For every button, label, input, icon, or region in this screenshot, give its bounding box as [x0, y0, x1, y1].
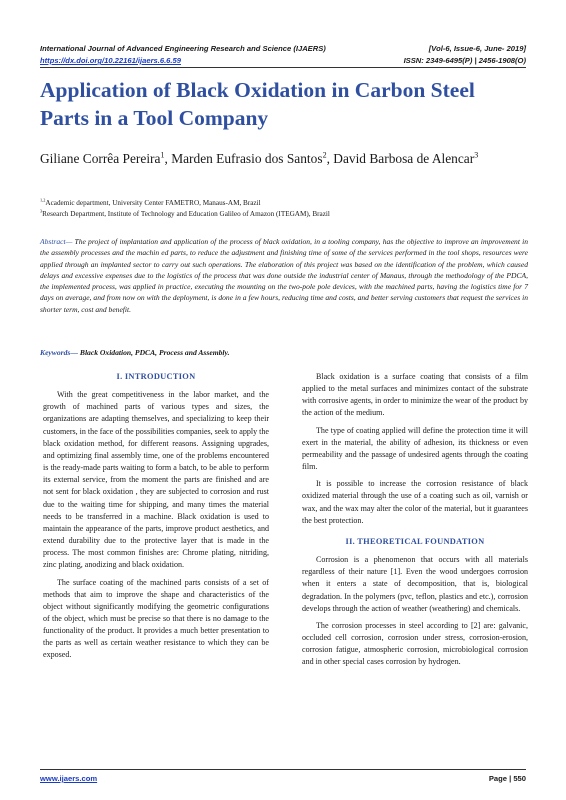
paragraph: It is possible to increase the corrosion resistance of black oxidized material through the use of a coating such as oil, varnish or wax, and the wax may alter the color of the material, but it guarantees the best protection.	[302, 479, 528, 525]
author-name: Marden Eufrasio dos Santos	[171, 151, 323, 166]
affiliation	[40, 210, 330, 218]
author-affil-sup: 2	[322, 150, 327, 160]
doi-link[interactable]: https://dx.doi.org/10.22161/ijaers.6.6.59	[40, 56, 181, 65]
affiliation-sup: 1,2	[40, 197, 46, 203]
author-separator: ,	[326, 151, 334, 166]
left-column	[43, 371, 269, 667]
paragraph: The type of coating applied will define the protection time it will exert in the material, the ability of adhesion, its thickness or even permeability and the passage of undesired agents through the coating film.	[302, 425, 528, 472]
journal-site-link[interactable]: www.ijaers.com	[40, 774, 98, 783]
issn: ISSN: 2349-6495(P) | 2456-1908(O)	[403, 56, 526, 65]
author-list	[40, 149, 530, 168]
keywords-dash: —	[70, 348, 80, 357]
section-heading: II. THEORETICAL FOUNDATION	[345, 536, 485, 546]
paper-title: Application of Black Oxidation in Carbon Steel Parts in a Tool Company	[40, 78, 475, 130]
keywords-label: Keywords	[40, 348, 71, 357]
affiliation-text: Academic department, University Center FAMETRO, Manaus-AM, Brazil	[45, 199, 261, 207]
section-heading: I. INTRODUCTION	[116, 372, 196, 381]
author-affil-sup: 1	[160, 150, 165, 160]
paragraph: The corrosion processes in steel according to [2] are: galvanic, occluded cell corrosion, corrosion under stress, corrosion-erosion, corrosion fatigue, atmospheric corrosion, microbiological corrosion and in other special cases corrosion by hydrogen.	[302, 620, 528, 667]
paragraph: Black oxidation is a surface coating that consists of a film applied to the metal surfaces and minimizes contact of the substrate with corrosive agents, in order to minimize the wear of the product by the action of the medium.	[302, 372, 528, 418]
paragraph: With the great competitiveness in the labor market, and the growth of machined parts of various types and sizes, the organizations are adapting themselves, and specializing to keep their customers, in the face of the possibilities companies, seek to apply the black oxidation method, for different reasons. Assigning upgrades, and optimizing final assembly time, one of the problems encountered is the ready-made parts waiting to form a batch, to be able to perform its external service, from the moment the parts are finished and are not sent for black oxidation , they are subjected to corrosion and rust due to the waiting time for shipping, and many times the material needs to be transferred in a machine. Black oxidation is used to maintain the appearance of the parts, improve product aesthetics, and extend durability due to the protective layer that is made in the process. The most common finishes are: Chrome plating, nitriding, zinc plating, anodizing and black oxidation.	[43, 390, 269, 570]
volume-issue: [Vol-6, Issue-6, June- 2019]	[428, 44, 526, 53]
affiliation-text: Research Department, Institute of Technology and Education Galileo of Amazon (ITEGAM), Brazil	[42, 210, 330, 218]
journal-name: International Journal of Advanced Engineering Research and Science (IJAERS)	[40, 44, 326, 53]
keywords-text: Black Oxidation, PDCA, Process and Assembly.	[79, 348, 230, 357]
abstract	[40, 236, 528, 315]
paragraph: Corrosion is a phenomenon that occurs with all materials regardless of their nature [1]. Even the wood undergoes corrosion when it enters a state of decomposition, that is, biological degradation. In the polymers (pvc, teflon, plastics and etc.), corrosion develops through the action of weather (weathering) and chemicals.	[302, 555, 528, 613]
affiliation-sup: 3	[40, 208, 43, 214]
footer-divider	[40, 769, 526, 770]
keywords	[40, 348, 528, 357]
header-divider	[40, 67, 526, 68]
page-number: Page | 550	[488, 774, 526, 783]
author-affil-sup: 3	[474, 150, 479, 160]
author-name: Giliane Corrêa Pereira	[40, 151, 161, 166]
right-column	[302, 371, 528, 673]
abstract-dash: —	[65, 237, 75, 246]
affiliation	[40, 199, 261, 207]
author-name: David Barbosa de Alencar	[333, 151, 475, 166]
abstract-label: Abstract	[40, 237, 66, 246]
abstract-text: The project of implantation and application of the process of black oxidation, in a tooling company, has the objective to improve an improvement in the assembly processes and the machin ed parts, to reduce the adjustment and finishing time of some of the services performed in the tool shops, resources were applied through an implanted sector to carry out such operations. The elaboration of this project was based on the identification of the problem, which caused delays and excessive expenses due to the logistics of the process that was done outside the industrial center of Manaus, through the methodology of the PDCA, the implemented process, was applied in practice, executing the mounting on the two-pole pole devices, with the machined parts, having the logistics time for 7 days on average, and from now on with the deployment, is done in a few hours, reducing time and costs, and better serving customers that request the services in shorter term, cost and benefit.	[40, 237, 528, 314]
paragraph: The surface coating of the machined parts consists of a set of methods that aim to improve the shape and characteristics of the object without significantly modifying the geometric configurations of the object, which must be precise so that there is no damage to the functionality of the product. It provides a much better presentation to the parts as well as certain weather resistance to which they can be exposed.	[43, 577, 269, 660]
author-separator: ,	[164, 151, 172, 166]
